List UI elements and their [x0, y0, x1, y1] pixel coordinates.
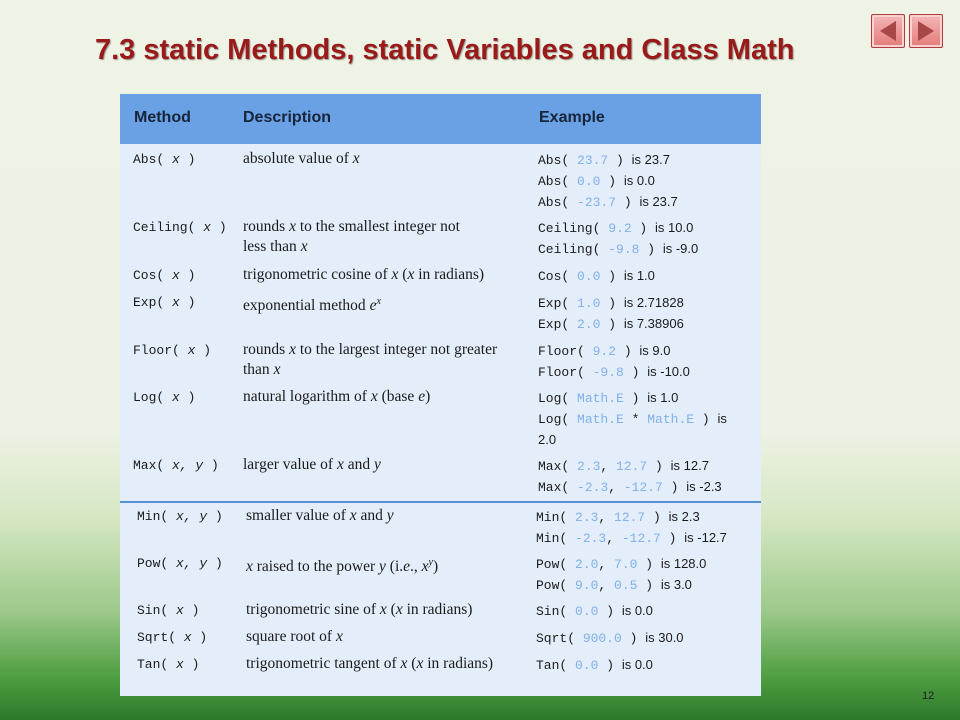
example-line: Sqrt( 900.0 ) is 30.0 [536, 630, 684, 646]
example-tan [536, 655, 653, 676]
example-cos [538, 266, 655, 287]
example-line: Tan( 0.0 ) is 0.0 [536, 657, 653, 673]
example-min [536, 507, 727, 549]
description-pow: x raised to the power y (i.e., $x^y$) [246, 557, 439, 576]
next-slide-button[interactable] [909, 14, 943, 48]
example-line: Max( -2.3, -12.7 ) is -2.3 [538, 479, 722, 495]
method-min: Min( x, y ) [137, 509, 223, 524]
example-log [538, 388, 727, 450]
header-example: Example [539, 109, 605, 126]
page-number: 12 [922, 690, 935, 702]
example-line: Pow( 9.0, 0.5 ) is 3.0 [536, 577, 692, 593]
method-pow: Pow( x, y ) [137, 556, 223, 571]
description-ceiling: rounds x to the smallest integer not less than x [243, 218, 460, 255]
example-line: Sin( 0.0 ) is 0.0 [536, 603, 653, 619]
description-log: natural logarithm of x (base e) [243, 388, 431, 405]
description-exp: exponential method $e^x$ [243, 296, 381, 315]
header-description: Description [243, 109, 332, 126]
math-methods-table [120, 94, 761, 696]
example-ceiling [538, 218, 698, 260]
method-sin: Sin( x ) [137, 603, 200, 618]
method-log: Log( x ) [133, 390, 196, 405]
example-line: Min( 2.3, 12.7 ) is 2.3 [536, 509, 700, 525]
description-floor: rounds x to the largest integer not greater than x [243, 341, 498, 378]
example-line: Abs( -23.7 ) is 23.7 [538, 194, 678, 210]
example-line: Floor( 9.2 ) is 9.0 [538, 343, 671, 359]
method-ceiling: Ceiling( x ) [133, 220, 227, 235]
example-line: Log( Math.E * Math.E ) is [538, 411, 727, 427]
method-abs: Abs( x ) [133, 152, 196, 167]
table-header [120, 94, 761, 144]
header-method: Method [134, 109, 191, 126]
example-line: Pow( 2.0, 7.0 ) is 128.0 [536, 556, 707, 572]
example-line: Floor( -9.8 ) is -10.0 [538, 364, 690, 380]
method-sqrt: Sqrt( x ) [137, 630, 208, 645]
table-divider [120, 501, 761, 503]
example-sqrt [536, 628, 684, 649]
method-exp: Exp( x ) [133, 295, 196, 310]
method-cos: Cos( x ) [133, 268, 196, 283]
example-pow [536, 554, 706, 596]
description-max: larger value of x and y [243, 456, 381, 473]
example-line: Abs( 23.7 ) is 23.7 [538, 152, 670, 168]
arrow-right-icon [918, 21, 934, 41]
slide-title: 7.3 static Methods, static Variables and Class Math [95, 34, 795, 66]
description-abs: absolute value of x [243, 150, 360, 167]
description-min: smaller value of x and y [246, 507, 394, 524]
previous-slide-button[interactable] [871, 14, 905, 48]
example-line: Max( 2.3, 12.7 ) is 12.7 [538, 458, 709, 474]
example-abs [538, 150, 678, 213]
example-line: Abs( 0.0 ) is 0.0 [538, 173, 655, 189]
example-line: Ceiling( 9.2 ) is 10.0 [538, 220, 694, 236]
method-max: Max( x, y ) [133, 458, 219, 473]
example-exp [538, 293, 684, 335]
description-sqrt: square root of x [246, 628, 343, 645]
example-line: Ceiling( -9.8 ) is -9.0 [538, 241, 699, 257]
example-sin [536, 601, 653, 622]
example-line: Cos( 0.0 ) is 1.0 [538, 268, 655, 284]
method-tan: Tan( x ) [137, 657, 200, 672]
description-tan: trigonometric tangent of x (x in radians) [246, 655, 494, 672]
example-line: Min( -2.3, -12.7 ) is -12.7 [536, 530, 727, 546]
method-floor: Floor( x ) [133, 343, 212, 358]
example-line: Log( Math.E ) is 1.0 [538, 390, 679, 406]
example-line: Exp( 2.0 ) is 7.38906 [538, 316, 684, 332]
description-sin: trigonometric sine of x (x in radians) [246, 601, 473, 618]
description-cos: trigonometric cosine of x (x in radians) [243, 266, 485, 283]
arrow-left-icon [880, 21, 896, 41]
example-line: Exp( 1.0 ) is 2.71828 [538, 295, 684, 311]
slide-navigation [871, 14, 943, 48]
example-floor [538, 341, 690, 383]
example-max [538, 456, 722, 498]
example-line: 2.0 [538, 432, 557, 447]
